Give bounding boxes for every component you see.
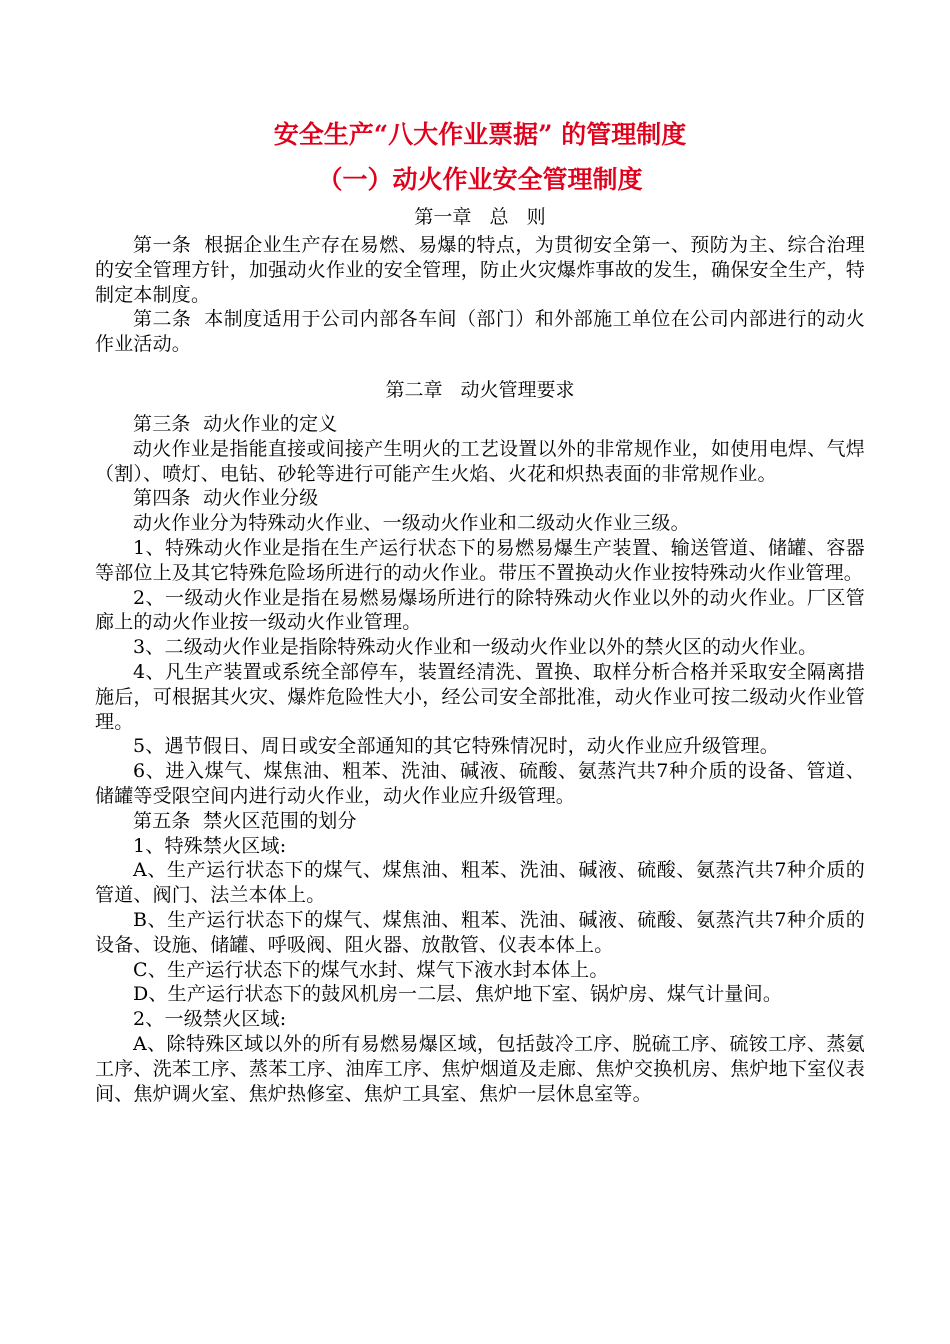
paragraph: 5、遇节假日、周日或安全部通知的其它特殊情况时，动火作业应升级管理。 — [133, 735, 779, 758]
paragraph: 1、特殊动火作业是指在生产运行状态下的易燃易爆生产装置、输送管道、储罐、容器等部位上及其它特殊危险场所进行的动火作业。带压不置换动火作业按特殊动火作业管理。 — [95, 536, 865, 584]
paragraph: 3、二级动火作业是指除特殊动火作业和一级动火作业以外的禁火区的动火作业。 — [133, 636, 818, 659]
paragraph: 动火作业分为特殊动火作业、一级动火作业和二级动火作业三级。 — [133, 512, 690, 535]
paragraph: A、除特殊区域以外的所有易燃易爆区域，包括鼓冷工序、脱硫工序、硫铵工序、蒸氨工序、洗苯工序、蒸苯工序、油库工序、焦炉烟道及走廊、焦炉交换机房、焦炉地下室仪表间、焦炉调火室、焦炉热修室、焦炉工具室、焦炉一层休息室等。 — [95, 1032, 865, 1105]
document-page — [95, 112, 865, 1106]
paragraph: 第三条 动火作业的定义 — [133, 412, 338, 435]
paragraph: 2、一级禁火区域: — [133, 1008, 287, 1031]
paragraph: 第二条 本制度适用于公司内部各车间（部门）和外部施工单位在公司内部进行的动火作业活动。 — [95, 308, 865, 356]
paragraph: 动火作业是指能直接或间接产生明火的工艺设置以外的非常规作业，如使用电焊、气焊（割）、喷灯、电钻、砂轮等进行可能产生火焰、火花和炽热表面的非常规作业。 — [95, 437, 865, 485]
paragraph: 4、凡生产装置或系统全部停车，装置经清洗、置换、取样分析合格并采取安全隔离措施后，可根据其火灾、爆炸危险性大小，经公司安全部批准，动火作业可按二级动火作业管理。 — [95, 660, 865, 733]
chapter-2-heading: 第二章 动火管理要求 — [385, 378, 575, 401]
paragraph: 第五条 禁火区范围的划分 — [133, 809, 357, 832]
paragraph: 1、特殊禁火区域: — [133, 834, 287, 857]
chapter-1-body — [95, 233, 865, 357]
paragraph: D、生产运行状态下的鼓风机房一二层、焦炉地下室、锅炉房、煤气计量间。 — [133, 983, 783, 1006]
paragraph: 6、进入煤气、煤焦油、粗苯、洗油、碱液、硫酸、氨蒸汽共7种介质的设备、管道、储罐等受限空间内进行动火作业，动火作业应升级管理。 — [95, 760, 865, 807]
document-title: 安全生产“八大作业票据” 的管理制度 — [273, 120, 687, 149]
chapter-2-body — [95, 412, 865, 1106]
paragraph: A、生产运行状态下的煤气、煤焦油、粗苯、洗油、碱液、硫酸、氨蒸汽共7种介质的管道、阀门、法兰本体上。 — [95, 859, 865, 907]
paragraph: C、生产运行状态下的煤气水封、煤气下液水封本体上。 — [133, 958, 609, 981]
paragraph: 2、一级动火作业是指在易燃易爆场所进行的除特殊动火作业以外的动火作业。厂区管廊上的动火作业按一级动火作业管理。 — [95, 586, 865, 634]
document-subtitle: （一）动火作业安全管理制度 — [317, 165, 643, 194]
paragraph: B、生产运行状态下的煤气、煤焦油、粗苯、洗油、碱液、硫酸、氨蒸汽共7种介质的设备、设施、储罐、呼吸阀、阻火器、放散管、仪表本体上。 — [95, 908, 865, 956]
chapter-1-heading: 第一章 总 则 — [414, 206, 546, 228]
paragraph: 第一条 根据企业生产存在易燃、易爆的特点，为贯彻安全第一、预防为主、综合治理的安全管理方针，加强动火作业的安全管理，防止火灾爆炸事故的发生，确保安全生产，特制定本制度。 — [95, 234, 865, 306]
paragraph: 第四条 动火作业分级 — [133, 487, 319, 510]
